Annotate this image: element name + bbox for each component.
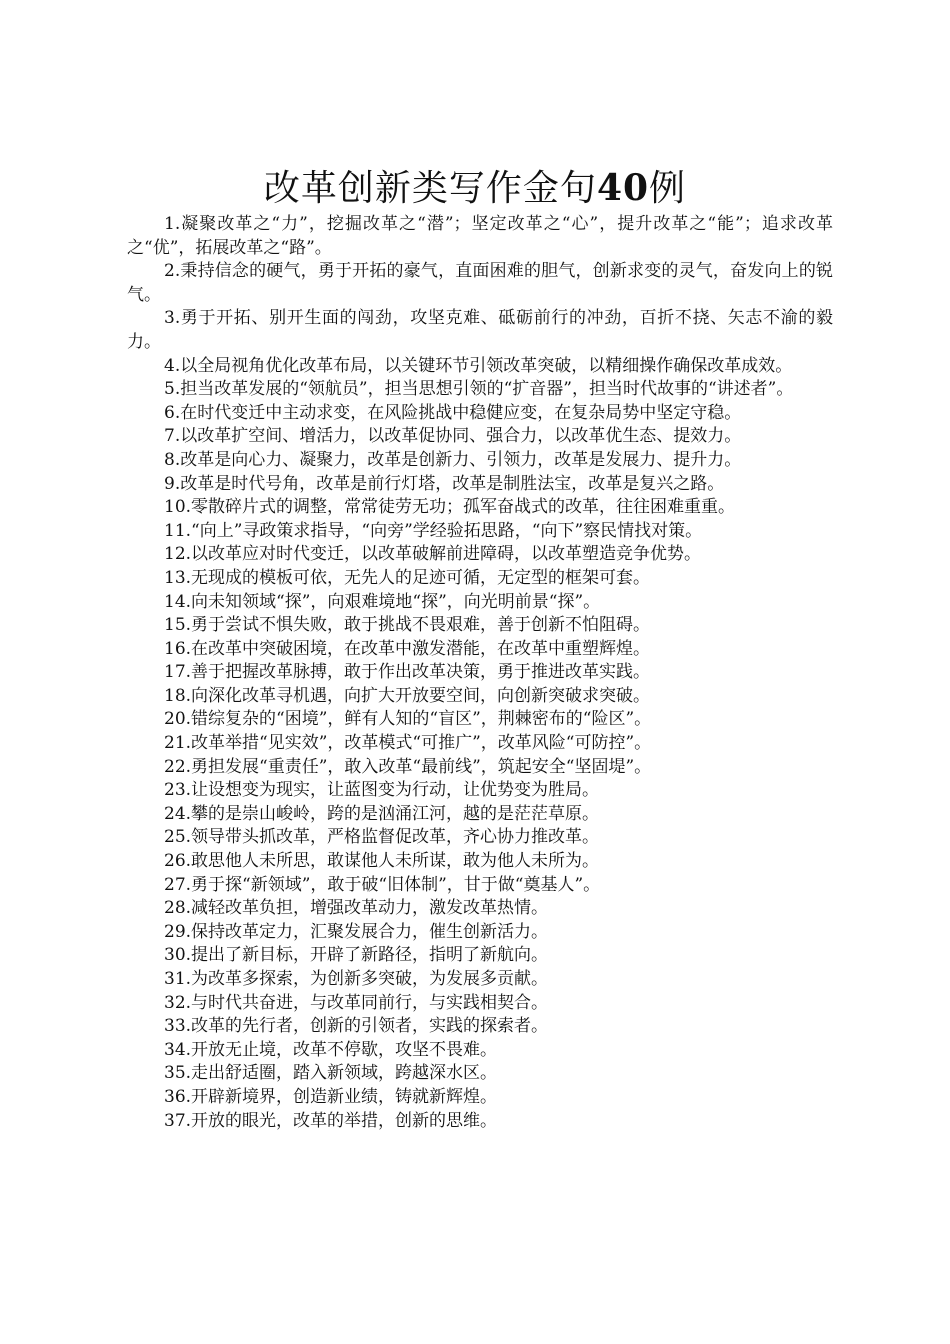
page-title: [0, 166, 950, 211]
list-item: 7.以改革扩空间、增活力，以改革促协同、强合力，以改革优生态、提效力。: [164, 426, 742, 447]
list-item: 15.勇于尝试不惧失败，敢于挑战不畏艰难，善于创新不怕阻碍。: [164, 615, 651, 636]
list-item: 10.零散碎片式的调整，常常徒劳无功；孤军奋战式的改革，往往困难重重。: [164, 497, 736, 518]
list-item: 29.保持改革定力，汇聚发展合力，催生创新活力。: [164, 921, 549, 942]
title-suffix: 例: [649, 168, 687, 209]
list-item: 17.善于把握改革脉搏，敢于作出改革决策，勇于推进改革实践。: [164, 662, 651, 683]
list-item: 24.攀的是崇山峻岭，跨的是汹涌江河，越的是茫茫草原。: [164, 803, 600, 824]
list-item: 32.与时代共奋进，与改革同前行，与实践相契合。: [164, 992, 549, 1013]
list-item: 25.领导带头抓改革，严格监督促改革，齐心协力推改革。: [164, 827, 600, 848]
list-item: 33.改革的先行者，创新的引领者，实践的探索者。: [164, 1016, 549, 1037]
quote-list: [127, 213, 833, 1133]
title-number: 40: [596, 167, 650, 209]
list-item: 6.在时代变迁中主动求变，在风险挑战中稳健应变，在复杂局势中坚定守稳。: [164, 402, 742, 423]
list-item: 37.开放的眼光，改革的举措，创新的思维。: [164, 1110, 498, 1131]
list-item: 20.错综复杂的“困境”，鲜有人知的“盲区”，荆棘密布的“险区”。: [164, 709, 652, 730]
list-item: 4.以全局视角优化改革布局，以关键环节引领改革突破，以精细操作确保改革成效。: [164, 355, 793, 376]
list-item: 35.走出舒适圈，踏入新领域，跨越深水区。: [164, 1063, 498, 1084]
list-item: 27.勇于探“新领域”，敢于破“旧体制”，甘于做“奠基人”。: [164, 874, 601, 895]
list-item: 22.勇担发展“重责任”，敢入改革“最前线”，筑起安全“坚固堤”。: [164, 756, 652, 777]
list-item: 26.敢思他人未所思，敢谋他人未所谋，敢为他人未所为。: [164, 851, 600, 872]
list-item: 30.提出了新目标，开辟了新路径，指明了新航向。: [164, 945, 549, 966]
list-item: 34.开放无止境，改革不停歇，攻坚不畏难。: [164, 1039, 498, 1060]
list-item: 23.让设想变为现实，让蓝图变为行动，让优势变为胜局。: [164, 780, 600, 801]
list-item: 31.为改革多探索，为创新多突破，为发展多贡献。: [164, 969, 549, 989]
list-item: 5.担当改革发展的“领航员”，担当思想引领的“扩音器”，担当时代故事的“讲述者”。: [164, 379, 794, 400]
list-item: 8.改革是向心力、凝聚力，改革是创新力、引领力，改革是发展力、提升力。: [164, 449, 742, 470]
list-item: 11.“向上”寻政策求指导，“向旁”学经验拓思路，“向下”察民情找对策。: [164, 520, 703, 541]
list-item: 18.向深化改革寻机遇，向扩大开放要空间，向创新突破求突破。: [164, 685, 651, 706]
list-item: 2.秉持信念的硬气，勇于开拓的豪气，直面困难的胆气，创新求变的灵气，奋发向上的锐气。: [127, 261, 833, 305]
list-item: 21.改革举措“见实效”，改革模式“可推广”，改革风险“可防控”。: [164, 733, 652, 754]
list-item: 13.无现成的模板可依，无先人的足迹可循，无定型的框架可套。: [164, 567, 651, 588]
list-item: 3.勇于开拓、别开生面的闯劲，攻坚克难、砥砺前行的冲劲，百折不挠、矢志不渝的毅力。: [127, 308, 833, 352]
title-text: 改革创新类写作金句: [263, 168, 597, 209]
list-item: 1.凝聚改革之“力”，挖掘改革之“潜”；坚定改革之“心”，提升改革之“能”；追求改革之“优”，拓展改革之“路”。: [127, 214, 833, 258]
list-item: 36.开辟新境界，创造新业绩，铸就新辉煌。: [164, 1086, 498, 1107]
list-item: 12.以改革应对时代变迁，以改革破解前进障碍，以改革塑造竞争优势。: [164, 544, 702, 565]
list-item: 9.改革是时代号角，改革是前行灯塔，改革是制胜法宝，改革是复兴之路。: [164, 473, 725, 494]
list-item: 14.向未知领域“探”，向艰难境地“探”，向光明前景“探”。: [164, 591, 601, 612]
list-item: 16.在改革中突破困境，在改革中激发潜能，在改革中重塑辉煌。: [164, 638, 651, 659]
list-item: 28.减轻改革负担，增强改革动力，激发改革热情。: [164, 898, 549, 919]
